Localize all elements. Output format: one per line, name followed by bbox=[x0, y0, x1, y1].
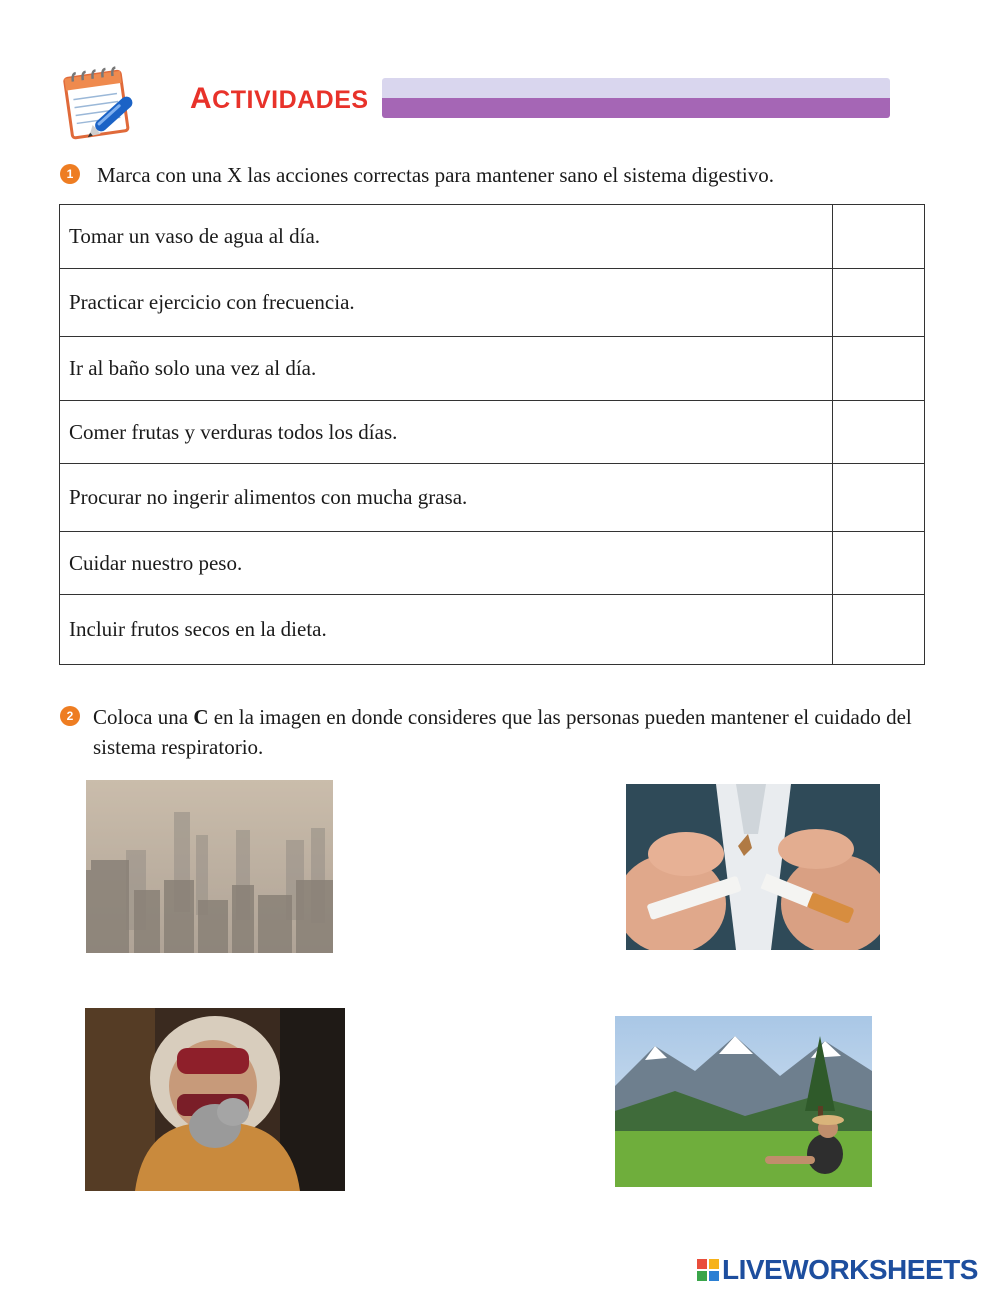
brand-name: LIVEWORKSHEETS bbox=[722, 1254, 978, 1285]
answer-box[interactable] bbox=[833, 532, 925, 595]
answer-box[interactable] bbox=[833, 337, 925, 401]
answer-box[interactable] bbox=[833, 401, 925, 464]
answer-box[interactable] bbox=[833, 205, 925, 269]
action-text: Cuidar nuestro peso. bbox=[60, 532, 833, 595]
title-decorative-bar bbox=[382, 78, 890, 118]
action-text: Procurar no ingerir alimentos con mucha grasa. bbox=[60, 464, 833, 532]
question-2-number-badge: 2 bbox=[60, 706, 80, 726]
table-row bbox=[60, 401, 925, 464]
action-text: Practicar ejercicio con frecuencia. bbox=[60, 269, 833, 337]
question-1-number-badge: 1 bbox=[60, 164, 80, 184]
page-title: ACTIVIDADES bbox=[190, 82, 369, 115]
answer-box[interactable] bbox=[833, 269, 925, 337]
broken-cigarette-photo[interactable] bbox=[626, 784, 880, 950]
action-text: Comer frutas y verduras todos los días. bbox=[60, 401, 833, 464]
smog-city-photo[interactable] bbox=[86, 780, 333, 953]
actions-checklist-table bbox=[59, 204, 925, 665]
table-row bbox=[60, 269, 925, 337]
table-row bbox=[60, 464, 925, 532]
liveworksheets-brand bbox=[697, 1254, 978, 1286]
action-text: Incluir frutos secos en la dieta. bbox=[60, 595, 833, 665]
notepad-pen-icon bbox=[60, 60, 146, 140]
action-text: Tomar un vaso de agua al día. bbox=[60, 205, 833, 269]
cold-person-photo[interactable] bbox=[85, 1008, 345, 1191]
question-1-instruction: Marca con una X las acciones correctas para mantener sano el sistema digestivo. bbox=[97, 163, 774, 187]
table-row bbox=[60, 532, 925, 595]
table-row bbox=[60, 337, 925, 401]
question-2-instruction: Coloca una C en la imagen en donde consideres que las personas pueden mantener el cuidado del sistema respiratorio. bbox=[93, 705, 912, 759]
answer-box[interactable] bbox=[833, 595, 925, 665]
action-text: Ir al baño solo una vez al día. bbox=[60, 337, 833, 401]
table-row bbox=[60, 205, 925, 269]
table-row bbox=[60, 595, 925, 665]
liveworksheets-logo-icon bbox=[697, 1259, 719, 1281]
mountain-meadow-photo[interactable] bbox=[615, 1016, 872, 1187]
answer-box[interactable] bbox=[833, 464, 925, 532]
